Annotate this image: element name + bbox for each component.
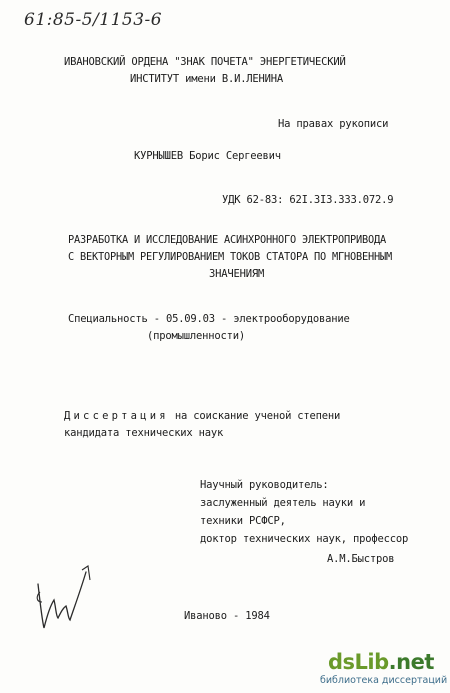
handwritten-signature: [30, 562, 100, 637]
dissertation-rest: на соискание ученой степени: [174, 410, 341, 422]
logo-part-1: dsLib: [328, 650, 389, 674]
institution-line-2: ИНСТИТУТ имени В.И.ЛЕНИНА: [130, 73, 284, 85]
logo-part-2: .net: [388, 650, 434, 674]
dissertation-line-1: [64, 410, 340, 423]
supervisor-line-3: техники РСФСР,: [200, 515, 286, 527]
specialty-line-1: Специальность - 05.09.03 - электрооборудование: [68, 313, 350, 325]
specialty-line-2: (промышленности): [147, 330, 245, 342]
dslib-logo: [328, 650, 434, 674]
dissertation-word: Диссертация: [64, 410, 169, 422]
author-name: КУРНЫШЕВ Борис Сергеевич: [134, 150, 281, 162]
manuscript-rights: На правах рукописи: [278, 118, 389, 130]
supervisor-line-5: А.М.Быстров: [327, 553, 395, 565]
title-line-1: РАЗРАБОТКА И ИССЛЕДОВАНИЕ АСИНХРОННОГО ЭЛЕКТРОПРИВОДА: [68, 234, 386, 246]
dissertation-line-2: кандидата технических наук: [64, 427, 224, 439]
place-year: Иваново - 1984: [184, 610, 270, 622]
watermark: [320, 650, 448, 688]
catalog-number: 61:85-5/1153-6: [24, 10, 163, 30]
watermark-subtitle: библиотека диссертаций: [320, 675, 448, 686]
udc-code: УДК 62-83: 62I.3I3.333.072.9: [222, 194, 394, 206]
supervisor-line-1: Научный руководитель:: [200, 479, 329, 491]
title-line-3: ЗНАЧЕНИЯМ: [209, 268, 265, 280]
title-line-2: С ВЕКТОРНЫМ РЕГУЛИРОВАНИЕМ ТОКОВ СТАТОРА ПО МГНОВЕННЫМ: [68, 251, 392, 263]
institution-line-1: ИВАНОВСКИЙ ОРДЕНА "ЗНАК ПОЧЕТА" ЭНЕРГЕТИЧЕСКИЙ: [64, 56, 346, 68]
supervisor-line-4: доктор технических наук, профессор: [200, 533, 409, 545]
supervisor-line-2: заслуженный деятель науки и: [200, 497, 366, 509]
